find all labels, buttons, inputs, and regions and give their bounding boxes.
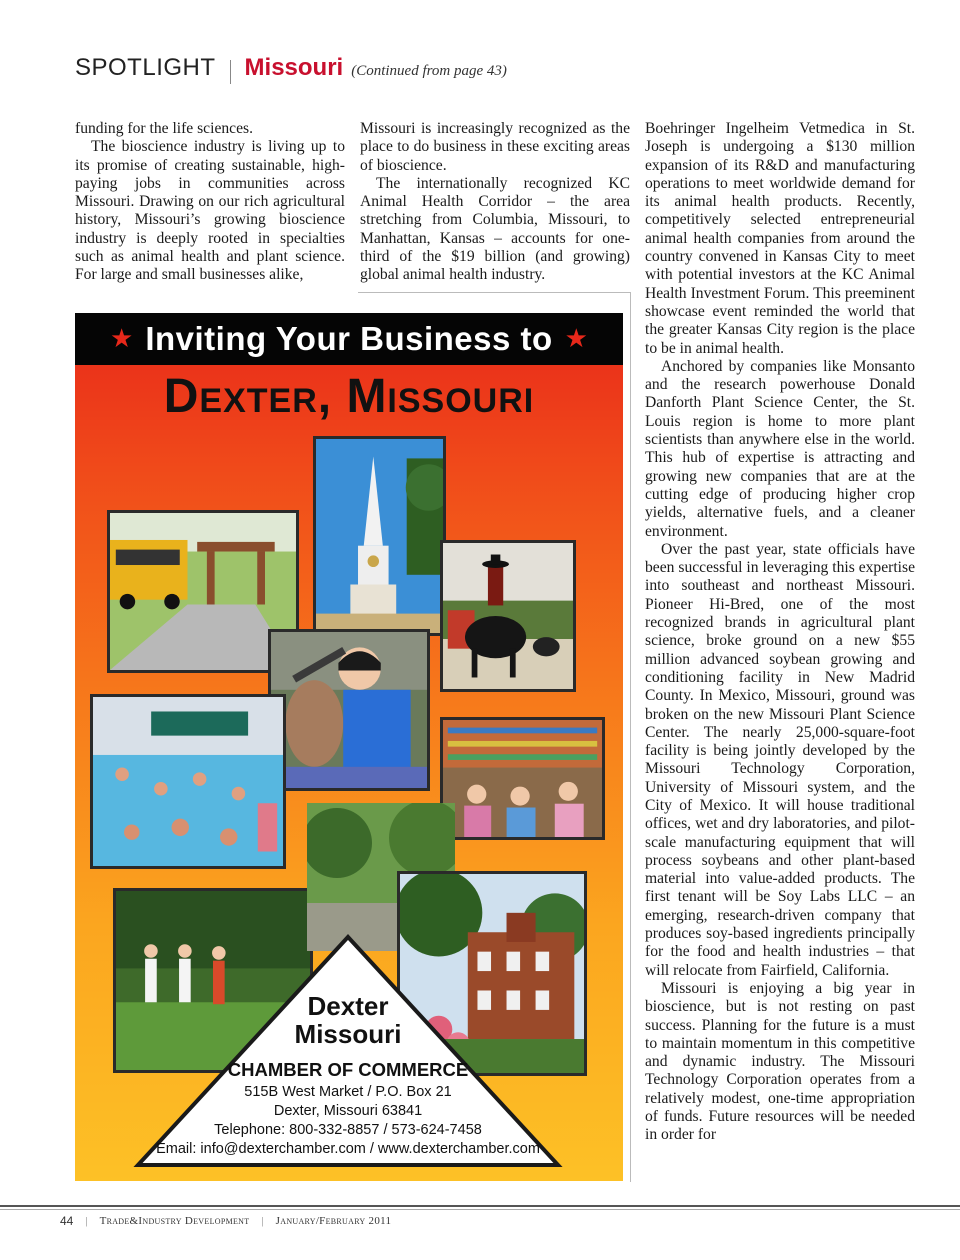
horse-rider-photo [440,540,576,692]
chamber-contact: Email: info@dexterchamber.com / www.dexterchamber.com [156,1141,540,1157]
column-rule-vertical [630,292,631,1182]
section-label: SPOTLIGHT [75,54,216,81]
library-children-photo [440,717,605,840]
footer-divider: | [261,1215,264,1227]
state-title: Missouri [244,54,344,81]
chamber-phone: Telephone: 800-332-8857 / 573-624-7458 [214,1122,482,1138]
article-column-2 [360,120,630,285]
chamber-city: Dexter, Missouri 63841 [273,1103,423,1119]
swimming-pool-photo [90,694,286,869]
star-icon: ★ [110,324,134,354]
dexter-advertisement [75,313,623,1181]
chamber-address: 515B West Market / P.O. Box 21 [244,1084,452,1100]
paragraph: Missouri is increasingly recognized as the place to do business in these exciting areas of bioscience. [360,120,630,174]
article-column-1 [75,120,345,285]
footer-rule [0,1205,960,1207]
star-icon: ★ [564,324,588,354]
ad-banner [75,313,623,365]
footer-rule-thin [0,1209,960,1210]
magazine-name: Trade&Industry Development [99,1215,250,1227]
baseball-boy-photo [268,629,430,791]
page-number: 44 [60,1214,74,1228]
chamber-label: CHAMBER OF COMMERCE [227,1059,469,1080]
article-column-3 [645,120,915,1145]
footer-divider: | [85,1215,88,1227]
paragraph: The bioscience industry is living up to its promise of creating sustainable, high-paying jobs in communities across Missouri. Drawing on our rich agricultural history, Missouri’s growing bioscience industry is deeply rooted in specialties such as animal health and plant science. For large and small businesses alike, [75,138,345,284]
church-steeple-photo [313,436,446,636]
page-footer [60,1214,391,1228]
chamber-name-line2: Missouri [294,1019,402,1049]
paragraph: Missouri is enjoying a big year in bioscience, but is not resting on past success. Planning for the future is a must to maintain momentum in this competitive and dynamic industry. The Missouri Technology Corporation operates from a relatively modest, one-time appropriation of funds. Future resources will be needed in order for [645,979,915,1144]
paragraph: The internationally recognized KC Animal Health Corridor – the area stretching from Columbia, Missouri, to Manhattan, Kansas – accounts for one-third of the $19 billion (and growing) global animal health industry. [360,174,630,284]
page-header [75,54,935,90]
column-rule-horizontal [358,292,631,293]
ad-banner-title: Inviting Your Business to [145,320,553,357]
paragraph: Anchored by companies like Monsanto and the research powerhouse Donald Danforth Plant Science Center, the St. Louis region is home to more plant scientists than anywhere else in the world. This hub of expertise is attracting and growing new companies that are at the cutting edge of producing higher crop yields, alternative fuels, and a cleaner environment. [645,357,915,540]
paragraph: Boehringer Ingelheim Vetmedica in St. Joseph is undergoing a $130 million expansion of its R&D and manufacturing operations to meet worldwide demand for its animal health products. Recently, competitively selected entrepreneurial animal health companies from around the country convened in Kansas City to meet with potential investors at the KC Animal Health Investment Forum. This preeminent showcase event reminded the world that the greater Kansas City region is the place to be in animal health. [645,120,915,357]
issue-date: January/February 2011 [275,1215,392,1227]
paragraph: Over the past year, state officials have been successful in leveraging this expertise into southeast and northeast Missouri. Pioneer Hi-Bred, one of the most recognized brands in agricultural plant science, broke ground on a new $55 million advanced soybean growing and conditioning facility in New Madrid County. In Mexico, Missouri, ground was broken on the new Missouri Plant Science Center. The nearly 25,000-square-foot facility is being jointly developed by the Missouri Technology Corporation, University of Missouri system, and the City of Mexico. It will house traditional offices, wet and dry laboratories, and pilot-scale manufacturing equipment that will process soybeans and other plant-based material into value-added products. The first tenant will be Soy Labs LLC – an emerging, research-driven company that produces soy-based ingredients principally for the food and health industries – that will relocate from Fairfield, California. [645,540,915,979]
ad-city-title: Dexter, Missouri [163,370,535,423]
paragraph: funding for the life sciences. [75,120,253,137]
continued-note: (Continued from page 43) [351,63,507,79]
header-divider [230,60,231,84]
chamber-name-line1: Dexter [307,991,389,1021]
